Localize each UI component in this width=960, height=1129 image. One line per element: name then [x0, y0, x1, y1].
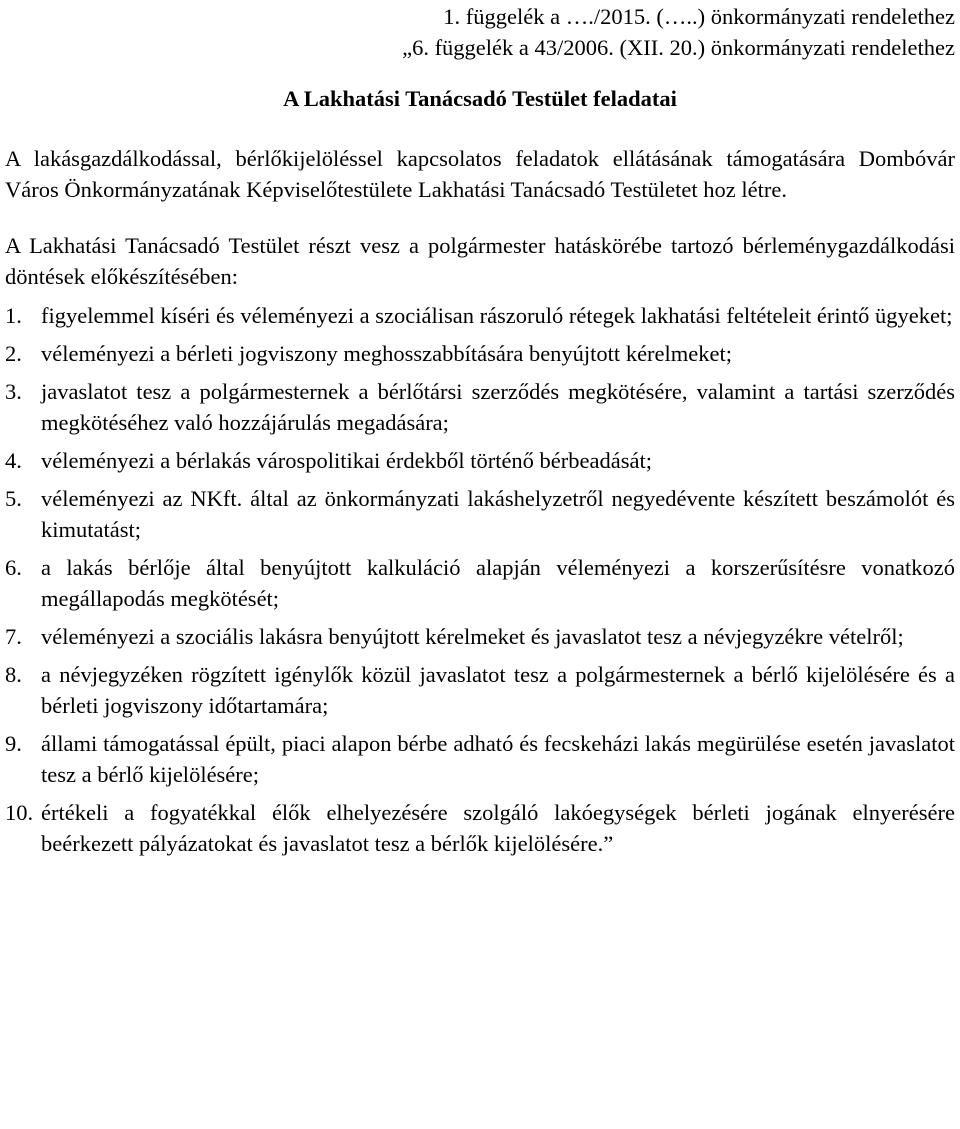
list-item-number: 5.	[5, 486, 22, 511]
list-item-number: 7.	[5, 624, 22, 649]
list-item-number: 6.	[5, 555, 22, 580]
list-item-number: 10.	[5, 800, 34, 825]
lead-paragraph	[5, 230, 955, 292]
task-list	[5, 300, 955, 859]
list-item	[5, 621, 955, 652]
list-item	[5, 552, 955, 614]
list-item-text: a lakás bérlője által benyújtott kalkuláció alapján véleményezi a korszerűsítésre vonatkozó megállapodás megkötését;	[41, 555, 955, 611]
list-item-number: 2.	[5, 341, 22, 366]
lead-text: A Lakhatási Tanácsadó Testület részt vesz a polgármester hatáskörébe tartozó bérleménygazdálkodási döntések előkészítésében:	[5, 233, 955, 289]
list-item	[5, 300, 955, 331]
list-item-number: 1.	[5, 303, 22, 328]
intro-text: A lakásgazdálkodással, bérlőkijelöléssel kapcsolatos feladatok ellátásának támogatására Dombóvár Város Önkormányzatának Képviselőtestülete Lakhatási Tanácsadó Testületet hoz létre.	[5, 146, 955, 202]
list-item	[5, 728, 955, 790]
list-item	[5, 376, 955, 438]
document-page	[5, 0, 955, 866]
list-item-number: 4.	[5, 448, 22, 473]
list-item-text: javaslatot tesz a polgármesternek a bérlőtársi szerződés megkötésére, valamint a tartási szerződés megkötéséhez való hozzájárulás megadására;	[41, 379, 955, 435]
list-item-text: értékeli a fogyatékkal élők elhelyezésére szolgáló lakóegységek bérleti jogának elnyerésére beérkezett pályázatokat és javaslatot tesz a bérlők kijelölésére.”	[41, 800, 955, 856]
list-item-text: véleményezi a bérlakás várospolitikai érdekből történő bérbeadását;	[41, 448, 652, 473]
list-item	[5, 445, 955, 476]
list-item-number: 9.	[5, 731, 22, 756]
document-title: A Lakhatási Tanácsadó Testület feladatai	[283, 86, 677, 111]
intro-paragraph	[5, 143, 955, 205]
list-item-text: véleményezi a szociális lakásra benyújtott kérelmeket és javaslatot tesz a névjegyzékre vételről;	[41, 624, 904, 649]
list-item-number: 3.	[5, 379, 22, 404]
list-item-text: a névjegyzéken rögzített igénylők közül javaslatot tesz a polgármesternek a bérlő kijelölésére és a bérleti jogviszony időtartamára;	[41, 662, 955, 718]
list-item	[5, 483, 955, 545]
list-item-text: véleményezi a bérleti jogviszony meghosszabbítására benyújtott kérelmeket;	[41, 341, 733, 366]
list-item-text: állami támogatással épült, piaci alapon bérbe adható és fecskeházi lakás megürülése esetén javaslatot tesz a bérlő kijelölésére;	[41, 731, 955, 787]
list-item	[5, 659, 955, 721]
list-item-text: véleményezi az NKft. által az önkormányzati lakáshelyzetről negyedévente készített beszámolót és kimutatást;	[41, 486, 955, 542]
header-line-2: „6. függelék a 43/2006. (XII. 20.) önkormányzati rendelethez	[402, 35, 955, 60]
list-item	[5, 338, 955, 369]
list-item-number: 8.	[5, 662, 22, 687]
list-item	[5, 797, 955, 859]
list-item-text: figyelemmel kíséri és véleményezi a szociálisan rászoruló rétegek lakhatási feltételeit érintő ügyeket;	[41, 303, 953, 328]
header-line-1: 1. függelék a …./2015. (…..) önkormányzati rendelethez	[443, 4, 955, 29]
